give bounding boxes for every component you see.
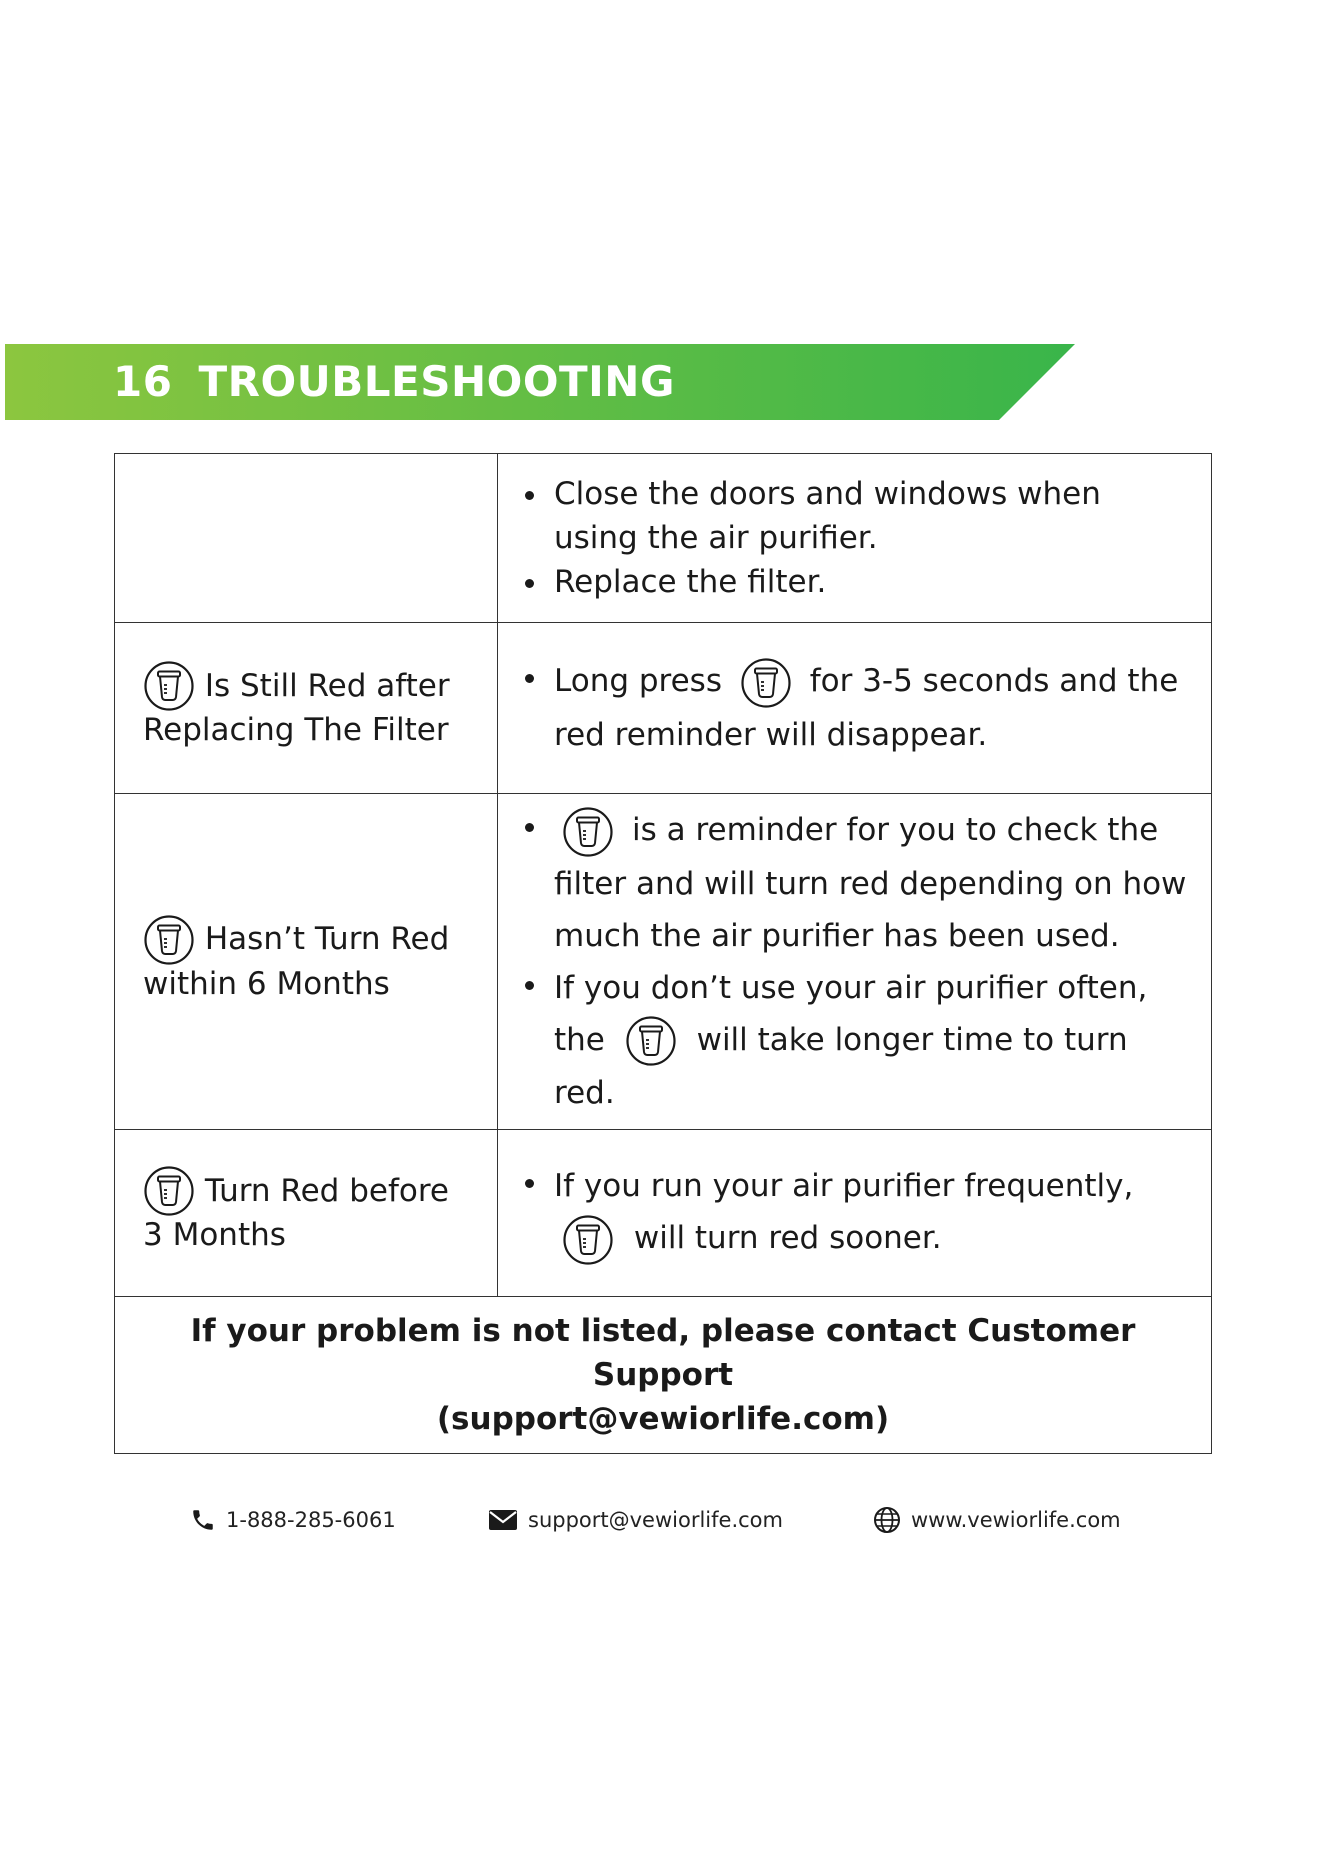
phone-contact[interactable] [190,1502,396,1538]
solution-item [554,962,1191,1120]
solution-text-pre: If you don’t use your air purifier often, the [554,969,1148,1058]
support-note [115,1297,1212,1454]
email-address: support@vewiorlife.com [528,1508,783,1532]
solution-cell [498,454,1212,623]
section-title-text: TROUBLESHOOTING [198,357,675,406]
filter-icon [562,806,614,858]
problem-text: Is Still Red after Replacing The Filter [143,667,450,749]
table-row [115,454,1212,623]
section-title [113,357,675,406]
problem-cell [115,623,498,794]
table-row [115,794,1212,1130]
table-footer-row [115,1297,1212,1454]
globe-icon [873,1506,901,1534]
phone-number: 1-888-285-6061 [226,1508,396,1532]
solution-text-pre: Long press [554,663,722,700]
filter-icon [562,1214,614,1266]
support-note-line1: If your problem is not listed, please contact Customer Support [190,1313,1136,1393]
solution-item [554,804,1191,962]
solution-item: Close the doors and windows when using the air purifier. [554,472,1191,560]
table-row [115,623,1212,794]
solution-cell [498,623,1212,794]
solution-text-post: will turn red sooner. [633,1220,942,1257]
solution-item [554,655,1191,761]
table-row [115,1130,1212,1297]
problem-text: Turn Red before 3 Months [143,1172,449,1254]
filter-icon [143,914,195,966]
problem-cell [115,794,498,1130]
solution-text-post: will take longer time to turn red. [554,1021,1128,1111]
filter-icon [143,660,195,712]
solution-item [554,1160,1191,1266]
section-number: 16 [113,357,173,406]
solution-cell [498,794,1212,1130]
solution-text-pre: If you run your air purifier frequently, [554,1168,1134,1205]
troubleshooting-table [114,453,1212,1454]
website-contact[interactable] [873,1502,1121,1538]
solution-cell [498,1130,1212,1297]
solution-text: is a reminder for you to check the filter and will turn red depending on how much the air purifier has been used. [554,812,1187,954]
filter-icon [740,657,792,709]
problem-text: Hasn’t Turn Red within 6 Months [143,921,450,1002]
problem-cell [115,454,498,623]
solution-text-post: for 3-5 seconds and the red reminder will disappear. [554,663,1179,753]
phone-icon [190,1507,216,1533]
filter-icon [625,1015,677,1067]
section-banner [5,344,1075,420]
filter-icon [143,1165,195,1217]
website-url: www.vewiorlife.com [911,1508,1121,1532]
problem-cell [115,1130,498,1297]
envelope-icon [488,1509,518,1531]
support-email-link[interactable]: (support@vewiorlife.com) [436,1401,890,1437]
email-contact[interactable] [488,1502,783,1538]
solution-item: Replace the filter. [554,560,1191,604]
